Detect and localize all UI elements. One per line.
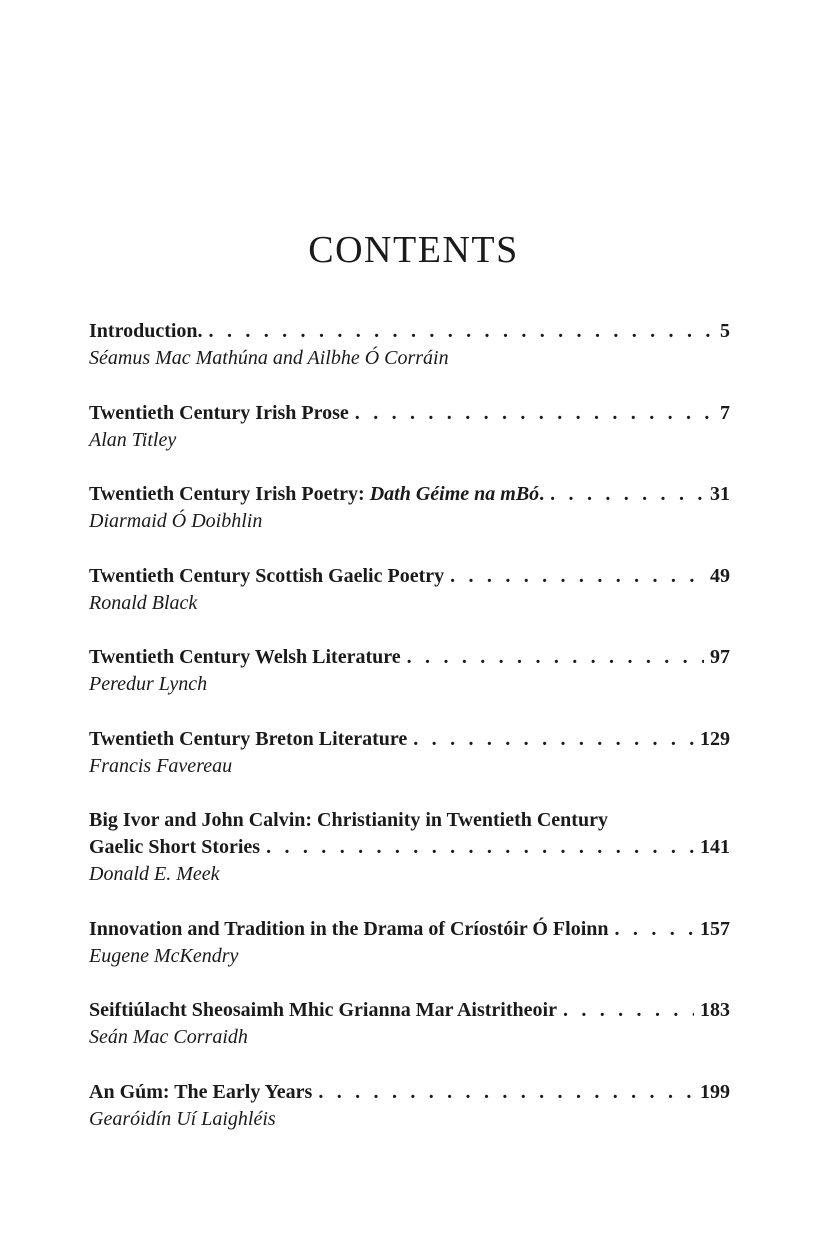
entry-page-number: 183: [700, 999, 730, 1021]
entry-page-number: 97: [710, 646, 730, 668]
entry-author: Alan Titley: [89, 428, 177, 451]
toc-entry: [89, 400, 730, 482]
toc-entry: [89, 563, 730, 645]
entry-author: Francis Favereau: [89, 754, 233, 777]
entry-title: Seiftiúlacht Sheosaimh Mhic Grianna Mar Aistritheoir: [89, 999, 557, 1021]
entry-page-number: 157: [700, 917, 730, 940]
dot-leader: [615, 916, 694, 943]
entry-page-number: 49: [710, 564, 730, 587]
entry-title: Twentieth Century Welsh Literature: [89, 646, 401, 668]
entry-title-line: [89, 318, 730, 345]
entry-title: [89, 481, 544, 508]
entry-page-number: 199: [700, 1080, 730, 1103]
toc-entry: [89, 644, 730, 726]
entry-title: An Gúm: The Early Years: [89, 1080, 313, 1103]
dot-leader: [413, 726, 694, 753]
entry-title: Twentieth Century Scottish Gaelic Poetry: [89, 564, 445, 587]
toc-entry: [89, 318, 730, 400]
entry-page-number: 31: [710, 483, 730, 505]
entry-title: Gaelic Short Stories: [89, 836, 261, 858]
dot-leader: [355, 400, 714, 427]
entry-title-line: [89, 916, 730, 943]
entry-page-number: 129: [700, 727, 730, 750]
entry-title-end: .: [539, 483, 545, 505]
table-of-contents: [89, 318, 730, 1160]
toc-entry: [89, 807, 730, 916]
entry-author: Ronald Black: [89, 591, 198, 614]
entry-author: Séamus Mac Mathúna and Ailbhe Ó Corráin: [89, 347, 449, 369]
entry-title-line: [89, 1079, 730, 1106]
entry-page-number: 7: [720, 401, 730, 424]
entry-author: Peredur Lynch: [89, 673, 208, 695]
entry-author: Donald E. Meek: [89, 863, 220, 885]
dot-leader: [563, 997, 694, 1024]
dot-leader: [266, 834, 694, 861]
toc-entry: [89, 1079, 730, 1161]
entry-title: Twentieth Century Irish Prose: [89, 401, 349, 424]
toc-entry: [89, 481, 730, 563]
dot-leader: [407, 644, 704, 671]
entry-title-line: [89, 834, 730, 861]
entry-title-line: [89, 400, 730, 427]
toc-entry: [89, 726, 730, 808]
dot-leader: [450, 563, 704, 590]
dot-leader: [550, 481, 704, 508]
entry-title: Twentieth Century Breton Literature: [89, 727, 408, 750]
contents-heading: CONTENTS: [308, 229, 519, 271]
entry-title-line: [89, 644, 730, 671]
toc-entry: [89, 916, 730, 998]
entry-title-line: [89, 997, 730, 1024]
entry-title-first-line: Big Ivor and John Calvin: Christianity in Twentieth Century: [89, 809, 608, 831]
entry-page-number: 141: [700, 836, 730, 858]
entry-author: Eugene McKendry: [89, 944, 239, 967]
entry-author: Gearóidín Uí Laighléis: [89, 1107, 276, 1130]
dot-leader: [209, 318, 714, 345]
entry-author: Seán Mac Corraidh: [89, 1026, 248, 1048]
entry-title-line: [89, 563, 730, 590]
entry-author: Diarmaid Ó Doibhlin: [89, 510, 263, 532]
entry-title: Introduction.: [89, 320, 203, 342]
entry-title-italic: Dath Géime na mBó: [369, 483, 540, 505]
toc-entry: [89, 997, 730, 1079]
entry-page-number: 5: [720, 320, 730, 342]
entry-title: Innovation and Tradition in the Drama of Críostóir Ó Floinn: [89, 917, 609, 940]
dot-leader: [318, 1079, 694, 1106]
entry-title-line: [89, 481, 730, 508]
entry-title-line: [89, 726, 730, 753]
entry-title-roman: Twentieth Century Irish Poetry:: [89, 483, 370, 505]
